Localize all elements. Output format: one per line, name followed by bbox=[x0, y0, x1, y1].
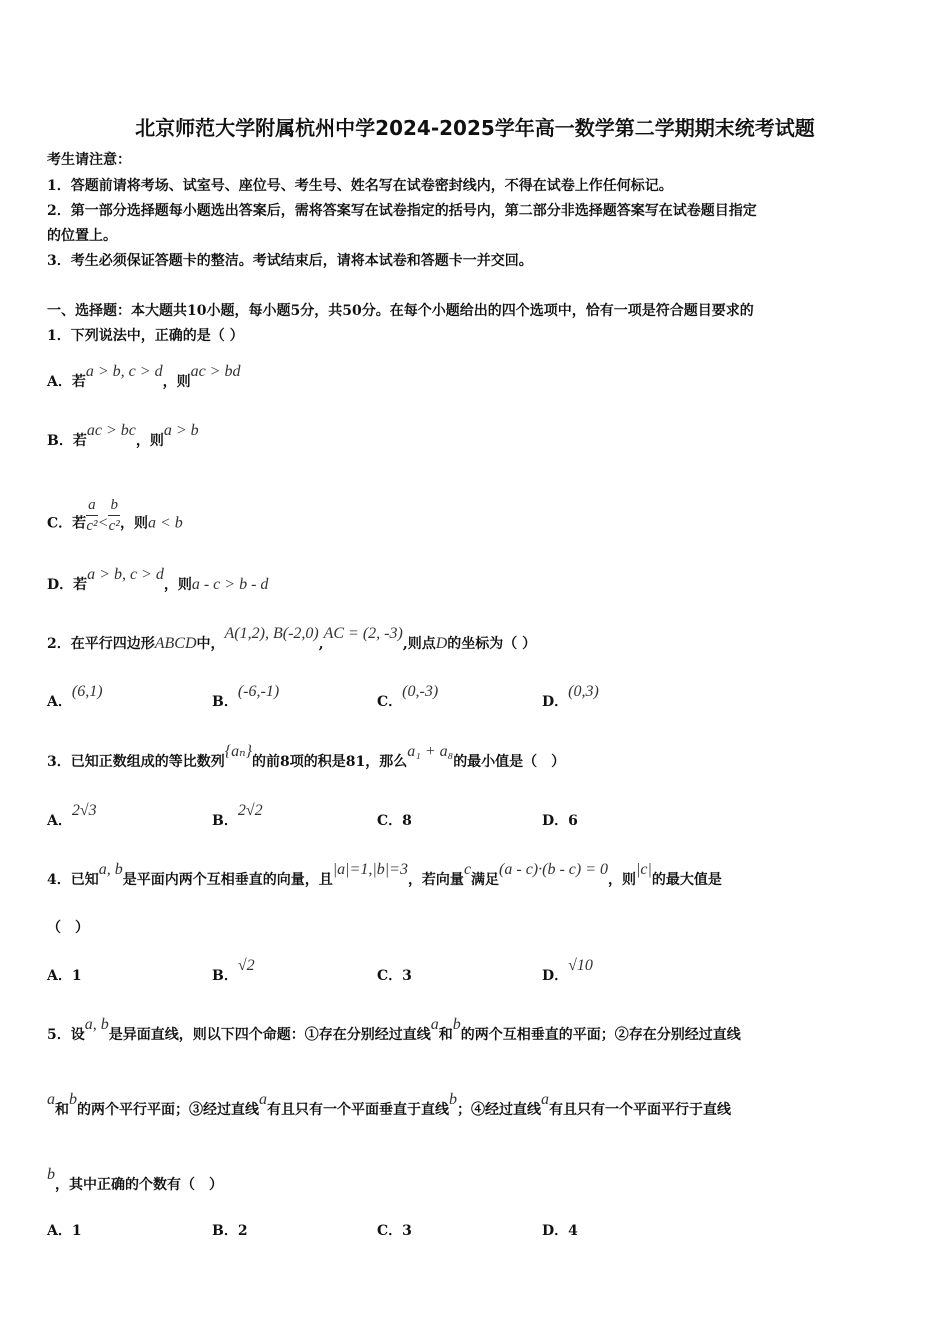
option-label: C．若 bbox=[47, 515, 87, 532]
q1-stem: 1．下列说法中，正确的是（ ） bbox=[47, 328, 244, 344]
math-expr: a bbox=[430, 1016, 439, 1033]
math-expr: c bbox=[463, 861, 472, 878]
q5-option-a[interactable]: A．1 bbox=[47, 1223, 82, 1239]
q3-option-a[interactable]: A．2√3 bbox=[47, 802, 97, 829]
q3-option-d[interactable]: D．6 bbox=[542, 813, 578, 829]
math-expr: ABCD bbox=[154, 635, 197, 652]
math-expr: ac > bd bbox=[190, 363, 241, 380]
math-expr: a bbox=[541, 1091, 549, 1108]
math-expr: D bbox=[435, 635, 448, 652]
q2-option-b[interactable]: B．(-6,-1) bbox=[212, 683, 280, 710]
math-expr: (a - c)·(b - c) = 0 bbox=[499, 861, 609, 878]
q1-option-a[interactable] bbox=[47, 363, 241, 392]
q5-option-b[interactable]: B．2 bbox=[212, 1223, 248, 1239]
notice-item-3: 3．考生必须保证答题卡的整洁。考试结束后，请将本试卷和答题卡一并交回。 bbox=[47, 253, 533, 269]
math-expr: {aₙ} bbox=[224, 743, 253, 760]
q4-option-c[interactable]: C．3 bbox=[377, 968, 412, 984]
q1-option-c[interactable] bbox=[47, 497, 183, 544]
math-expr: ac > bc bbox=[86, 422, 136, 439]
q5-stem-line-3: b，其中正确的个数有（ ） bbox=[47, 1166, 223, 1193]
q4-option-d[interactable]: D．√10 bbox=[542, 957, 593, 984]
notice-item-2-cont: 的位置上。 bbox=[47, 228, 117, 244]
math-expr: a > b, c > d bbox=[85, 363, 163, 380]
math-expr: |a|=1,|b|=3 bbox=[332, 861, 408, 878]
math-expr: b bbox=[69, 1091, 77, 1108]
option-label: A．若 bbox=[47, 374, 86, 390]
option-text: ，则 bbox=[135, 433, 164, 449]
q3-stem: 3．已知正数组成的等比数列{aₙ}的前8项的积是81，那么a₁ + a₈的最小值是（ ） bbox=[47, 743, 566, 770]
fraction-a-over-c2: $\frac{a}{\text{c²}}$ bbox=[86, 497, 98, 534]
math-expr: a₁ + a₈ bbox=[407, 743, 454, 760]
math-expr: a > b bbox=[163, 422, 199, 439]
q4-option-a[interactable]: A．1 bbox=[47, 968, 82, 984]
math-expr: a - c > b - d bbox=[191, 576, 269, 593]
notice-heading: 考生请注意： bbox=[47, 152, 131, 168]
q2-option-a[interactable]: A．(6,1) bbox=[47, 683, 103, 710]
q4-option-b[interactable]: B．√2 bbox=[212, 957, 255, 984]
q3-option-b[interactable]: B．2√2 bbox=[212, 802, 263, 829]
q5-option-d[interactable]: D．4 bbox=[542, 1223, 578, 1239]
q1-option-d[interactable] bbox=[47, 566, 269, 595]
math-expr: a, b bbox=[98, 861, 123, 878]
option-label: B．若 bbox=[47, 433, 87, 449]
q4-stem: 4．已知a, b是平面内两个互相垂直的向量，且|a|=1,|b|=3，若向量c满足(a - c)·(b - c) = 0，则|c|的最大值是 bbox=[47, 861, 722, 888]
math-expr: a bbox=[47, 1091, 55, 1108]
q2-stem: 2．在平行四边形ABCD中，A(1,2), B(-2,0),AC = (2, -3),则点D的坐标为（ ） bbox=[47, 625, 537, 652]
math-expr: A(1,2), B(-2,0) bbox=[224, 625, 319, 642]
q2-option-c[interactable]: C．(0,-3) bbox=[377, 683, 439, 710]
math-expr: b bbox=[449, 1091, 457, 1108]
math-expr: AC = (2, -3) bbox=[323, 625, 403, 642]
option-text: ，则 bbox=[119, 515, 148, 532]
q2-option-d[interactable]: D．(0,3) bbox=[542, 683, 599, 710]
option-text: ，则 bbox=[162, 374, 191, 390]
q5-option-c[interactable]: C．3 bbox=[377, 1223, 412, 1239]
option-label: D．若 bbox=[47, 577, 88, 593]
fraction-b-over-c2: $\frac{b}{\text{c²}}$ bbox=[108, 497, 120, 534]
exam-title: 北京师范大学附属杭州中学2024-2025学年高一数学第二学期期末统考试题 bbox=[135, 116, 815, 140]
math-expr: a > b, c > d bbox=[87, 566, 164, 583]
math-expr: a < b bbox=[147, 514, 183, 532]
section-heading: 一、选择题：本大题共10小题，每小题5分，共50分。在每个小题给出的四个选项中，恰有一项是符合题目要求的 bbox=[47, 303, 754, 319]
q4-paren: （ ） bbox=[47, 920, 89, 936]
q1-option-b[interactable] bbox=[47, 422, 199, 451]
option-text: ，则 bbox=[163, 577, 192, 593]
less-than: < bbox=[97, 514, 109, 532]
q5-stem-line-1: 5．设a, b是异面直线，则以下四个命题：①存在分别经过直线a和b的两个互相垂直的平面；②存在分别经过直线 bbox=[47, 1016, 741, 1043]
notice-item-2: 2．第一部分选择题每小题选出答案后，需将答案写在试卷指定的括号内，第二部分非选择题答案写在试卷题目指定 bbox=[47, 203, 757, 219]
q5-stem-line-2: a和b的两个平行平面；③经过直线a有且只有一个平面垂直于直线b；④经过直线a有且只有一个平面平行于直线 bbox=[47, 1091, 731, 1118]
q3-option-c[interactable]: C．8 bbox=[377, 813, 412, 829]
math-expr: b bbox=[47, 1166, 55, 1183]
notice-item-1: 1．答题前请将考场、试室号、座位号、考生号、姓名写在试卷密封线内，不得在试卷上作任何标记。 bbox=[47, 178, 673, 194]
math-expr: a bbox=[259, 1091, 267, 1108]
math-expr: a, b bbox=[84, 1016, 109, 1033]
math-expr: b bbox=[452, 1016, 461, 1033]
math-expr: |c| bbox=[636, 861, 652, 878]
